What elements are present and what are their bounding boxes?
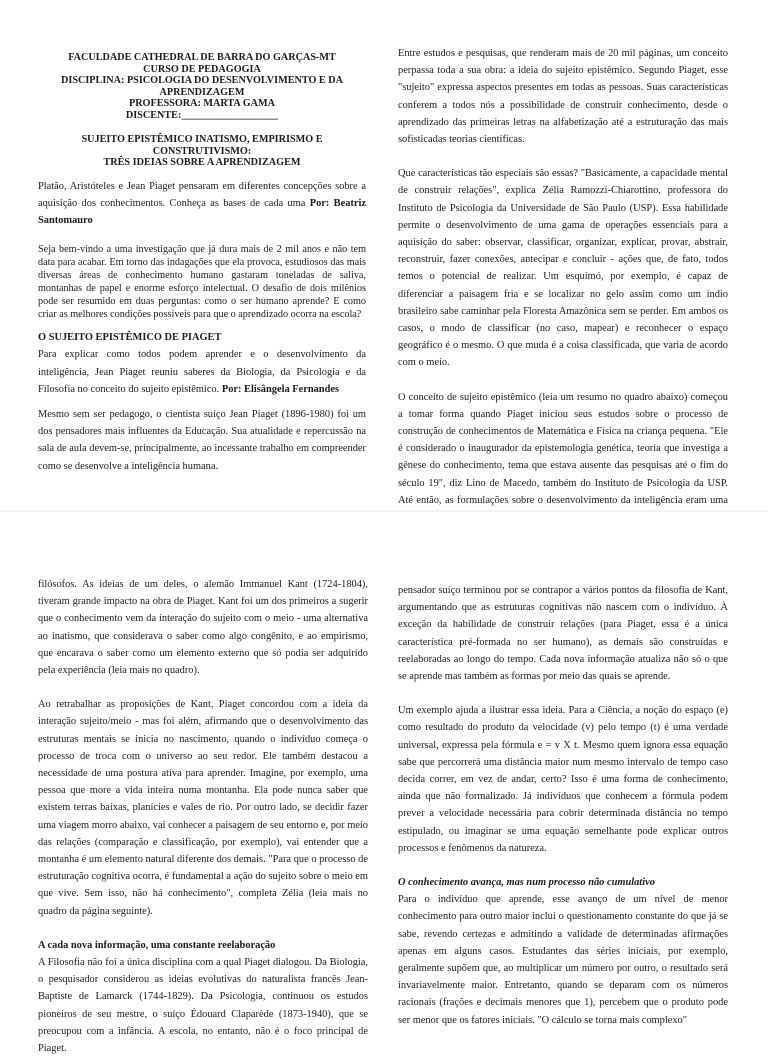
institution-name: FACULDADE CATHEDRAL DE BARRA DO GARÇAS-MT bbox=[68, 52, 336, 63]
intro-paragraph bbox=[38, 178, 366, 230]
section-heading: A cada nova informação, uma constante reelaboração bbox=[38, 939, 276, 951]
paragraph: O conceito de sujeito epistêmico (leia um resumo no quadro abaixo) começou a tomar forma quando Piaget iniciou seus estudos sobre o processo de construção de conhecimentos de Matemática e Física na criança pequena. "Ele é considerado o inaugurador da epistemologia genética, teoria que investiga a gênese do conhecimento, tema que estava ausente das pesquisas até o fim do século 19", diz Lino de Macedo, também do Instituto de Psicologia da USP. Até então, as formulações sobre o desenvolvimento da inteligência eram uma bbox=[398, 391, 728, 506]
right-column bbox=[398, 582, 728, 1029]
discipline-name: DISCIPLINA: PSICOLOGIA DO DESENVOLVIMENTO E DA APRENDIZAGEM bbox=[61, 75, 343, 98]
paragraph bbox=[38, 346, 366, 398]
paragraph: Para o indivíduo que aprende, esse avanço de um nível de menor conhecimento para outro maior inclui o questionamento constante do que já se sabe, revendo certezas e admitindo a validade de determinadas afirmações apenas em alguns casos. Estudantes das séries iniciais, por exemplo, geralmente supõem que, ao multiplicar um número por outro, o resultado será invariavelmente maior. Entretanto, quando se deparam com os números racionais (frações e decimais menores que 1), percebem que o produto pode ser menor que os fatores iniciais. "O cálculo se torna mais complexo" bbox=[398, 894, 728, 1026]
paragraph-text: Para explicar como todos podem aprender e o desenvolvimento da inteligência, Jean Piaget reuniu saberes da Biologia, da Psicologia e da Filosofia no conceito do sujeito epistêmico. bbox=[38, 349, 366, 395]
paragraph: A Filosofia não foi a única disciplina com a qual Piaget dialogou. Da Biologia, o pesquisador considerou as ideias evolutivas do naturalista francês Jean-Baptiste de Lamarck (1744-1829). Da Psicologia, continuou os estudos pioneiros de seu mestre, o suíço Édouard Claparède (1873-1940), que se preocupou com a infância. A escola, no entanto, não é o foco principal de Piaget. bbox=[38, 957, 368, 1055]
left-column bbox=[38, 576, 368, 1057]
section-heading: O conhecimento avança, mas num processo não cumulativo bbox=[398, 877, 655, 889]
intro-text: Platão, Aristóteles e Jean Piaget pensaram em diferentes concepções sobre a aquisição dos conhecimentos. Conheça as bases de cada uma bbox=[38, 180, 366, 209]
paragraph: Seja bem-vindo a uma investigação que já dura mais de 2 mil anos e não tem data para acabar. Em torno das indagações que ela provoca, estudiosos das mais diversas áreas de conhecimento humano gastaram toneladas de saliva, montanhas de papel e enorme esforço intelectual. O desafio de dois milênios pode ser resumido em duas perguntas: como o ser humano aprende? E como criar as melhores condições possíveis para que o aprendizado ocorra na escola? bbox=[38, 244, 366, 321]
right-column bbox=[398, 45, 728, 526]
student-line: DISCENTE:___________________ bbox=[125, 109, 279, 121]
document-page-1 bbox=[0, 0, 768, 512]
article-subtitle: TRÊS IDEIAS SOBRE A APRENDIZAGEM bbox=[103, 157, 301, 168]
section-author: Por: Elisângela Fernandes bbox=[221, 383, 340, 395]
paragraph: Que características tão especiais são essas? "Basicamente, a capacidade mental de construir relações", explica Zélia Ramozzi-Chiarottino, professora do Instituto de Psicologia da Universidade de São Paulo (USP). Essa habilidade permite o desenvolvimento de uma gama de operações essenciais para a aquisição do saber: observar, classificar, organizar, explicar, provar, abstrair, reconstruir, fazer conexões, antecipar e concluir - ações que, de fato, todos temos o potencial de realizar. Um esquimó, por exemplo, é capaz de diferenciar a paisagem fria e se localizar no gelo assim como um índio brasileiro sabe caminhar pela Floresta Amazônica sem se perder. Em ambos os casos, o modo de classificar (no caso, mapear) e reconhecer o espaço geográfico é o mesmo. O que muda é a coisa classificada, que varia de acordo com o meio. bbox=[398, 168, 728, 369]
article-title: SUJEITO EPISTÊMICO INATISMO, EMPIRISMO E CONSTRUTIVISMO: bbox=[81, 134, 323, 157]
paragraph: Mesmo sem ser pedagogo, o cientista suíço Jean Piaget (1896-1980) foi um dos pensadores mais influentes da Educação. Sua atualidade e repercussão na sala de aula devem-se, principalmente, ao incessante trabalho em compreender como se desenvolve a inteligência humana. bbox=[38, 408, 366, 472]
paragraph: Ao retrabalhar as proposições de Kant, Piaget concordou com a ideia da interação sujeito/meio - mas foi além, afirmando que o desenvolvimento das estruturas mentais se inicia no nascimento, quando o indivíduo começa o processo de troca com o universo ao seu redor. Ele também destacou a necessidade de uma postura ativa para aprender. Imagine, por exemplo, uma pessoa que more a vida inteira numa montanha. Ela pode nunca saber que existem terras baixas, planícies e vales de rio. Por outro lado, se decidir fazer uma viagem morro abaixo, vai conhecer a paisagem de seu entorno e, por meio das relações (comparação e classificação, por exemplo), vai entender que a montanha é um elemento natural diferente dos demais. "Para que o processo de estruturação cognitiva ocorra, é fundamental a ação do sujeito sobre o meio em que vive. Sem isso, não há conhecimento", completa Zélia (leia mais no quadro da página seguinte). bbox=[38, 699, 368, 917]
professor-name: PROFESSORA: MARTA GAMA bbox=[128, 98, 276, 109]
course-name: CURSO DE PEDAGOGIA bbox=[143, 63, 261, 75]
section-heading: O SUJEITO EPISTÊMICO DE PIAGET bbox=[38, 332, 222, 344]
paragraph: Um exemplo ajuda a ilustrar essa ideia. Para a Ciência, a noção do espaço (e) como resultado do produto da velocidade (v) pelo tempo (t) é uma verdade universal, expressa pela fórmula e = v X t. Mesmo quem ignora essa equação sabe que percorrerá uma distância maior num mesmo intervalo de tempo caso decida correr, em vez de andar, certo? Isso é uma forma de conhecimento, ainda que não formalizado. Já indivíduos que conhecem a fórmula podem prever a velocidade necessária para cobrir determinada distância no tempo estipulado, ou imaginar se uma equação semelhante pode explicar outros processos e fenômenos da natureza. bbox=[398, 705, 728, 854]
intro-author: Por: Beatriz Santomauro bbox=[38, 197, 366, 226]
paragraph: filósofos. As ideias de um deles, o alemão Immanuel Kant (1724-1804), tiveram grande impacto na obra de Piaget. Kant foi um dos primeiros a sugerir que o conhecimento vem da interação do sujeito com o meio - uma alternativa ao inatismo, que considerava o saber como algo congênito, e ao empirismo, que encarava o saber como um elemento externo que só podia ser adquirido pela experiência (leia mais no quadro). bbox=[38, 579, 368, 677]
left-column bbox=[38, 52, 366, 475]
document-page-2 bbox=[0, 512, 768, 1055]
paragraph: pensador suíço terminou por se contrapor a vários pontos da filosofia de Kant, argumentando que as estruturas cognitivas não nascem com o indivíduo. À exceção da habilidade de construir relações (para Piaget, essa é a única característica pré-formada no ser humano), as demais são construídas e reelaboradas ao longo do tempo. Cada nova informação atualiza não só o que se aprende mas também as formas por meio das quais se aprende. bbox=[398, 585, 728, 683]
paragraph: Entre estudos e pesquisas, que renderam mais de 20 mil páginas, um conceito perpassa toda a sua obra: a ideia do sujeito epistêmico. Segundo Piaget, esse "sujeito" expressa aspectos presentes em todas as pessoas. Suas características conferem a todos nós a possibilidade de construir conhecimento, desde o aprendizado das primeiras letras na alfabetização até a estruturação das mais sofisticadas teorias científicas. bbox=[398, 48, 728, 146]
